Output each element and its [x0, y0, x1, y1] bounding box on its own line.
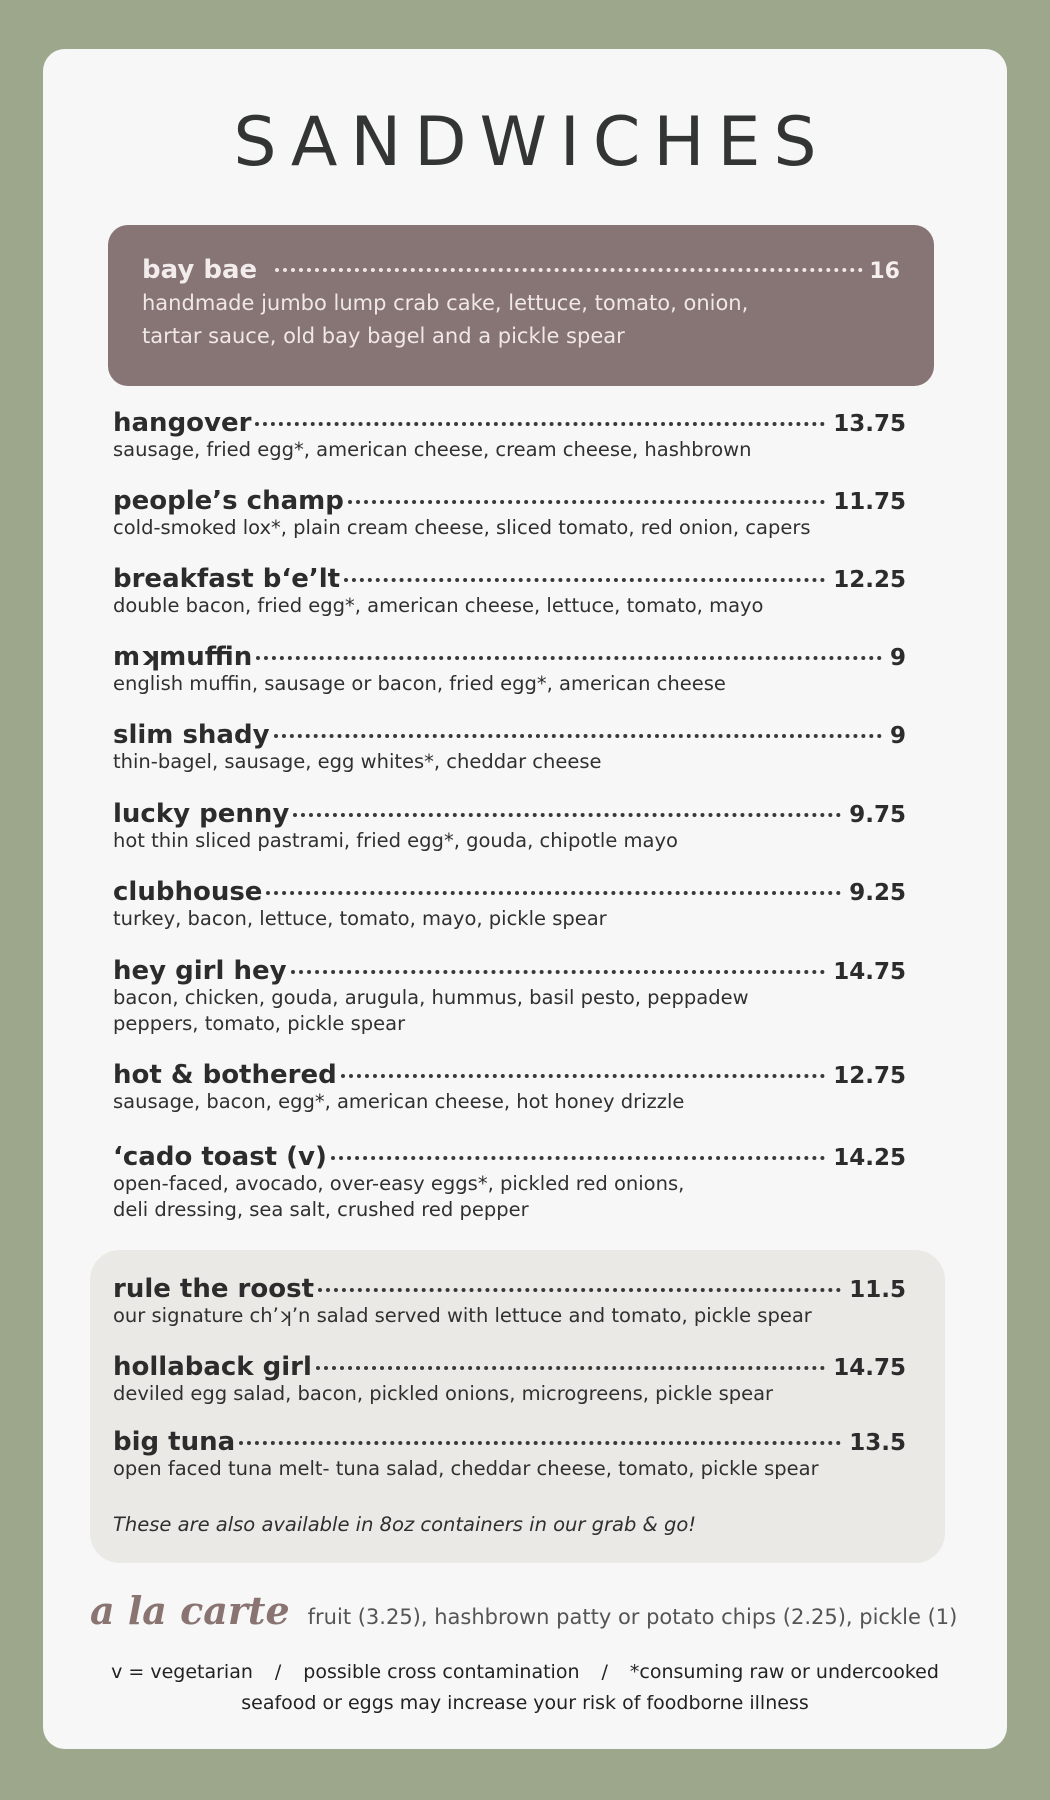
item-name: bay bae	[142, 255, 258, 285]
dot-leader	[266, 891, 841, 895]
dot-leader	[316, 1366, 825, 1370]
item-price: 13.5	[849, 1430, 906, 1456]
item-price: 14.75	[833, 959, 906, 985]
menu-item	[113, 1274, 906, 1329]
item-name: rule the roost	[113, 1274, 315, 1304]
menu-item	[113, 799, 906, 854]
menu-item	[113, 1142, 906, 1223]
item-price: 12.25	[833, 567, 906, 593]
separator: /	[601, 1661, 608, 1683]
featured-item	[108, 225, 934, 386]
item-description-line: peppers, tomato, pickle spear	[113, 1012, 406, 1035]
dot-leader	[341, 1074, 826, 1078]
grab-and-go-note: These are also available in 8oz containers in our grab & go!	[113, 1513, 697, 1536]
menu-item	[113, 408, 906, 463]
menu-item	[113, 1352, 906, 1407]
a-la-carte-heading: a la carte	[90, 1588, 290, 1633]
item-description: deviled egg salad, bacon, pickled onions, microgreens, pickle spear	[113, 1382, 774, 1405]
menu-item	[113, 956, 906, 1037]
footer-notes	[60, 1657, 990, 1719]
item-description-line: bacon, chicken, gouda, arugula, hummus, basil pesto, peppadew	[113, 986, 749, 1009]
item-price: 11.5	[849, 1277, 906, 1303]
item-description: sausage, fried egg*, american cheese, cream cheese, hashbrown	[113, 438, 752, 461]
menu-item	[113, 720, 906, 775]
raw-food-warning-continued: seafood or eggs may increase your risk of foodborne illness	[241, 1692, 809, 1714]
vegetarian-legend: v = vegetarian	[111, 1661, 253, 1683]
item-description: sausage, bacon, egg*, american cheese, hot honey drizzle	[113, 1090, 685, 1113]
dot-leader	[256, 656, 882, 660]
item-price: 11.75	[833, 489, 906, 515]
item-price: 9	[889, 723, 906, 749]
item-price: 14.25	[833, 1145, 906, 1171]
dot-leader	[293, 813, 841, 817]
item-price: 9.25	[849, 880, 906, 906]
menu-item	[113, 1060, 906, 1115]
item-description: our signature ch’ʞ’n salad served with lettuce and tomato, pickle spear	[113, 1304, 812, 1327]
item-price: 14.75	[833, 1355, 906, 1381]
item-description	[113, 1171, 906, 1223]
cross-contamination-note: possible cross contamination	[303, 1661, 580, 1683]
item-description: cold-smoked lox*, plain cream cheese, sliced tomato, red onion, capers	[113, 516, 811, 539]
item-description: hot thin sliced pastrami, fried egg*, gouda, chipotle mayo	[113, 829, 678, 852]
dot-leader	[239, 1441, 841, 1445]
item-name: mʞmuffin	[113, 642, 253, 672]
dot-leader	[331, 1156, 825, 1160]
item-name: breakfast b‘e’lt	[113, 564, 341, 594]
dot-leader	[255, 422, 825, 426]
item-price: 9	[889, 645, 906, 671]
item-description: thin-bagel, sausage, egg whites*, cheddar cheese	[113, 750, 602, 773]
page-title: SANDWICHES	[233, 103, 830, 182]
menu-item	[113, 642, 906, 697]
item-description	[113, 985, 906, 1037]
dot-leader	[348, 500, 825, 504]
item-description-line: handmade jumbo lump crab cake, lettuce, tomato, onion,	[142, 291, 749, 315]
item-description-line: deli dressing, sea salt, crushed red pepper	[113, 1198, 529, 1221]
separator: /	[274, 1661, 282, 1683]
item-name: clubhouse	[113, 877, 263, 907]
footer-line	[60, 1657, 990, 1688]
item-name: hot & bothered	[113, 1060, 337, 1090]
item-name: hollaback girl	[113, 1352, 312, 1382]
item-description: turkey, bacon, lettuce, tomato, mayo, pickle spear	[113, 907, 607, 930]
a-la-carte-items: fruit (3.25), hashbrown patty or potato chips (2.25), pickle (1)	[307, 1605, 958, 1629]
menu-item	[113, 564, 906, 619]
item-name: lucky penny	[113, 799, 290, 829]
item-name: hey girl hey	[113, 956, 287, 986]
item-price: 16	[869, 259, 900, 284]
a-la-carte-section	[90, 1588, 957, 1633]
item-price: 9.75	[849, 802, 906, 828]
menu-item	[113, 486, 906, 541]
item-name: hangover	[113, 408, 252, 438]
item-name: people’s champ	[113, 486, 344, 516]
dot-leader	[274, 734, 882, 738]
menu-item	[113, 1427, 906, 1482]
dot-leader	[344, 578, 825, 582]
dot-leader	[318, 1288, 841, 1292]
item-name: ‘cado toast (v)	[113, 1142, 327, 1172]
item-description	[142, 287, 900, 353]
dot-leader	[291, 970, 826, 974]
item-description-line: open-faced, avocado, over-easy eggs*, pickled red onions,	[113, 1172, 685, 1195]
item-description: double bacon, fried egg*, american cheese, lettuce, tomato, mayo	[113, 594, 764, 617]
dot-leader	[275, 268, 863, 272]
item-description: open faced tuna melt- tuna salad, cheddar cheese, tomato, pickle spear	[113, 1457, 819, 1480]
raw-food-warning: *consuming raw or undercooked	[629, 1661, 939, 1683]
item-name: slim shady	[113, 720, 270, 750]
item-price: 12.75	[833, 1063, 906, 1089]
item-price: 13.75	[833, 411, 906, 437]
item-description-line: tartar sauce, old bay bagel and a pickle spear	[142, 324, 625, 348]
item-description: english muffin, sausage or bacon, fried egg*, american cheese	[113, 672, 726, 695]
menu-item	[113, 877, 906, 932]
item-name: big tuna	[113, 1427, 236, 1457]
